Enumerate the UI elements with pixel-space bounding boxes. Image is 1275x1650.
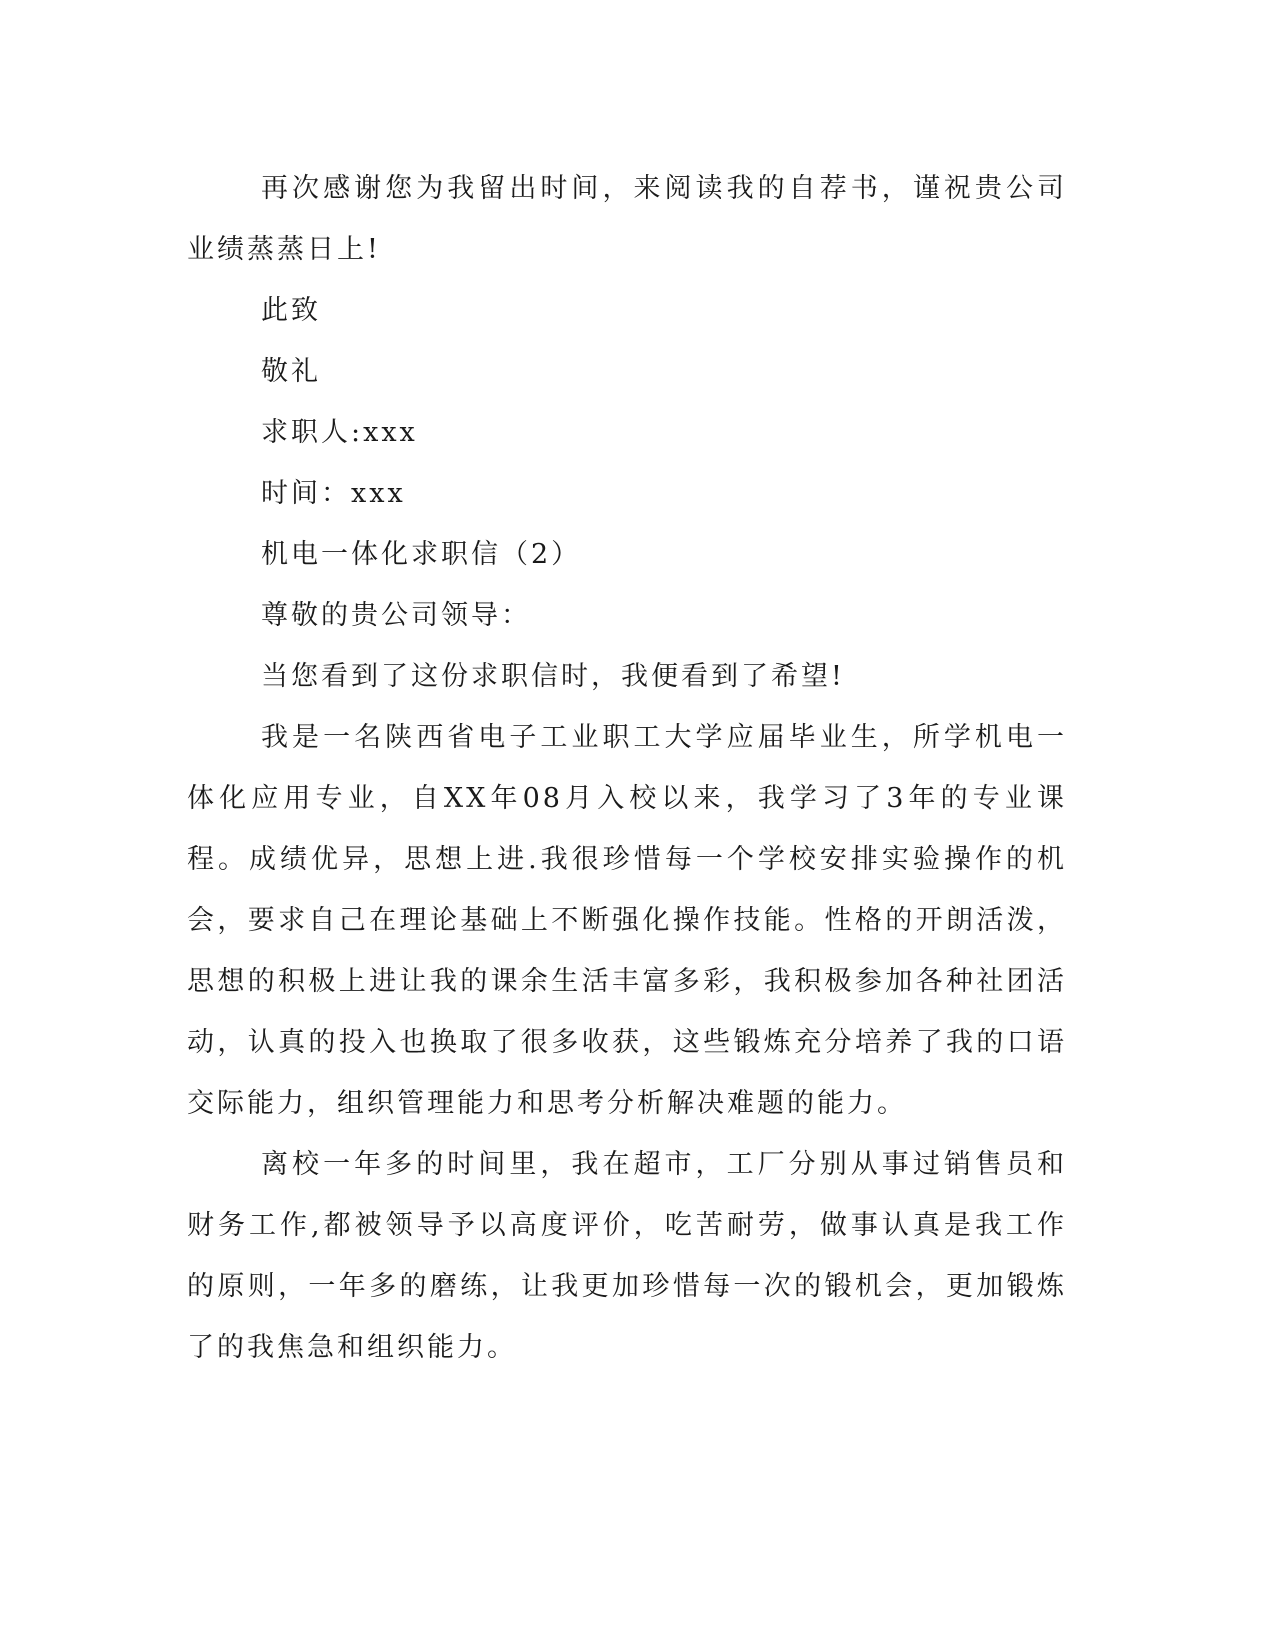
education-paragraph: 我是一名陕西省电子工业职工大学应届毕业生，所学机电一体化应用专业，自XX年08月入校以来，我学习了3年的专业课程。成绩优异，思想上进.我很珍惜每一个学校安排实验操作的机会，要求自己在理论基础上不断强化操作技能。性格的开朗活泼，思想的积极上进让我的课余生活丰富多彩，我积极参加各种社团活动，认真的投入也换取了很多收获，这些锻炼充分培养了我的口语交际能力，组织管理能力和思考分析解决难题的能力。 — [187, 722, 1067, 1119]
salutation-line-1: 此致 — [261, 295, 321, 326]
greeting-line: 尊敬的贵公司领导： — [261, 600, 531, 631]
opening-paragraph: 当您看到了这份求职信时，我便看到了希望! — [261, 661, 845, 692]
applicant-line: 求职人:xxx — [261, 417, 418, 448]
experience-paragraph: 离校一年多的时间里，我在超市，工厂分别从事过销售员和财务工作,都被领导予以高度评价，吃苦耐劳，做事认真是我工作的原则，一年多的磨练，让我更加珍惜每一次的锻机会，更加锻炼了的我焦急和组织能力。 — [187, 1149, 1067, 1363]
document-page — [187, 158, 1067, 1378]
closing-wishes-paragraph: 再次感谢您为我留出时间，来阅读我的自荐书，谨祝贵公司业绩蒸蒸日上! — [187, 173, 1067, 265]
salutation-line-2: 敬礼 — [261, 356, 321, 387]
letter-title: 机电一体化求职信（2） — [261, 539, 582, 570]
date-line: 时间：xxx — [261, 478, 406, 509]
